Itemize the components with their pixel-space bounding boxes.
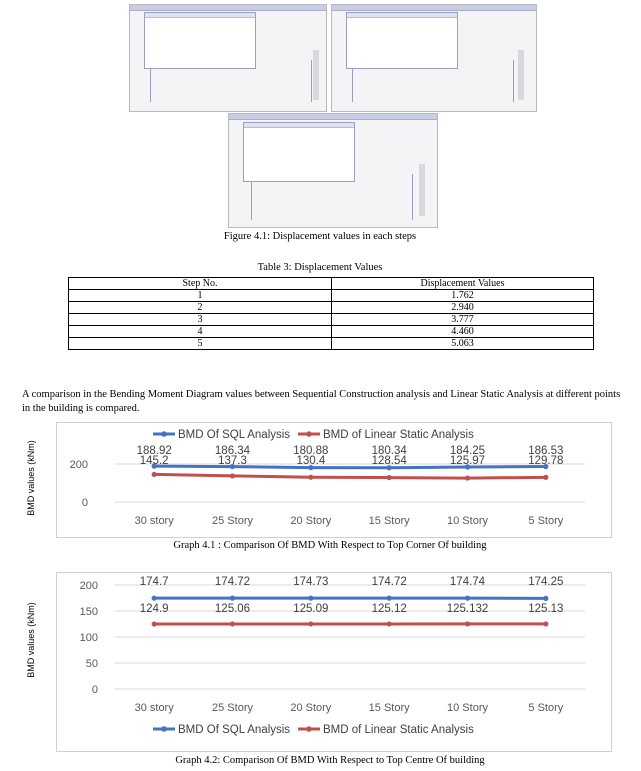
graph-2-caption: Graph 4.2: Comparison Of BMD With Respect to Top Centre Of building	[175, 755, 485, 766]
comparison-paragraph: A comparison in the Bending Moment Diagram values between Sequential Construction analysis and Linear Static Analysis at different points in the building is compared.	[22, 389, 621, 414]
step-cell: 5	[69, 338, 332, 350]
data-label: 174.73	[293, 576, 329, 588]
data-point	[152, 596, 157, 601]
x-tick-label: 30 story	[134, 515, 174, 527]
step-cell: 4	[69, 326, 332, 338]
data-label: 125.12	[371, 603, 407, 615]
data-label: 125.132	[446, 603, 489, 615]
y-tick-label: 200	[79, 580, 98, 592]
legend-label: BMD Of SQL Analysis	[178, 724, 291, 736]
data-point	[308, 596, 313, 601]
data-label: 129.78	[528, 455, 564, 467]
data-point	[387, 596, 392, 601]
data-label: 125.13	[528, 603, 564, 615]
data-label: 174.72	[214, 576, 251, 588]
y-tick-label: 100	[79, 632, 98, 644]
x-tick-label: 5 Story	[528, 515, 564, 527]
header-displacement: Displacement Values	[332, 278, 594, 290]
legend-label: BMD Of SQL Analysis	[178, 429, 291, 441]
legend-label: BMD of Linear Static Analysis	[323, 724, 474, 736]
data-label: 128.54	[371, 455, 407, 467]
data-label: 125.09	[293, 603, 329, 615]
data-point	[465, 596, 470, 601]
legend-swatch-marker	[161, 726, 167, 732]
x-tick-label: 5 Story	[528, 702, 564, 714]
data-point	[387, 621, 392, 626]
y-axis-label: BMD values (kNm)	[26, 602, 36, 678]
y-axis-label: BMD values (kNm)	[26, 440, 36, 516]
x-tick-label: 20 Story	[290, 515, 332, 527]
displacement-cell: 5.063	[332, 338, 594, 350]
y-tick-label: 150	[79, 606, 98, 618]
data-label: 125.97	[449, 455, 486, 467]
data-point	[230, 596, 235, 601]
displacement-cell: 4.460	[332, 326, 594, 338]
data-label: 174.72	[371, 576, 407, 588]
table-title: Table 3: Displacement Values	[257, 262, 383, 273]
legend-label: BMD of Linear Static Analysis	[323, 429, 474, 441]
data-point	[543, 596, 548, 601]
data-label: 130.4	[296, 455, 326, 467]
x-tick-label: 15 Story	[368, 702, 410, 714]
graph-1-caption: Graph 4.1 : Comparison Of BMD With Respect to Top Corner Of building	[173, 540, 487, 551]
x-tick-label: 10 Story	[447, 702, 488, 714]
data-point	[230, 621, 235, 626]
data-point	[308, 621, 313, 626]
data-label: 184.25	[449, 445, 486, 457]
y-tick-label: 50	[85, 658, 98, 670]
data-label: 124.9	[139, 603, 169, 615]
step-cell: 3	[69, 314, 332, 326]
data-point	[543, 621, 548, 626]
data-point	[465, 621, 470, 626]
displacement-cell: 1.762	[332, 290, 594, 302]
data-label: 180.88	[293, 445, 329, 457]
x-tick-label: 25 Story	[212, 515, 253, 527]
displacement-cell: 3.777	[332, 314, 594, 326]
step-cell: 2	[69, 302, 332, 314]
y-tick-label: 0	[91, 684, 98, 696]
figure-caption: Figure 4.1: Displacement values in each steps	[223, 231, 417, 242]
step-cell: 1	[69, 290, 332, 302]
x-tick-label: 20 Story	[290, 702, 332, 714]
x-tick-label: 25 Story	[212, 702, 253, 714]
x-tick-label: 30 story	[134, 702, 174, 714]
data-label: 186.34	[214, 445, 251, 457]
data-label: 137.3	[218, 455, 247, 467]
x-tick-label: 10 Story	[447, 515, 488, 527]
y-tick-label: 0	[81, 497, 88, 509]
data-point	[152, 621, 157, 626]
header-step-no: Step No.	[69, 278, 332, 290]
data-label: 180.34	[371, 445, 407, 457]
displacement-cell: 2.940	[332, 302, 594, 314]
data-label: 174.25	[528, 576, 564, 588]
y-tick-label: 200	[69, 459, 88, 471]
data-label: 125.06	[214, 603, 251, 615]
legend-swatch-marker	[306, 726, 312, 732]
data-label: 188.92	[136, 445, 172, 457]
data-label: 174.74	[449, 576, 486, 588]
x-tick-label: 15 Story	[368, 515, 410, 527]
data-label: 174.7	[139, 576, 169, 588]
data-label: 145.2	[139, 455, 169, 467]
data-label: 186.53	[528, 445, 564, 457]
